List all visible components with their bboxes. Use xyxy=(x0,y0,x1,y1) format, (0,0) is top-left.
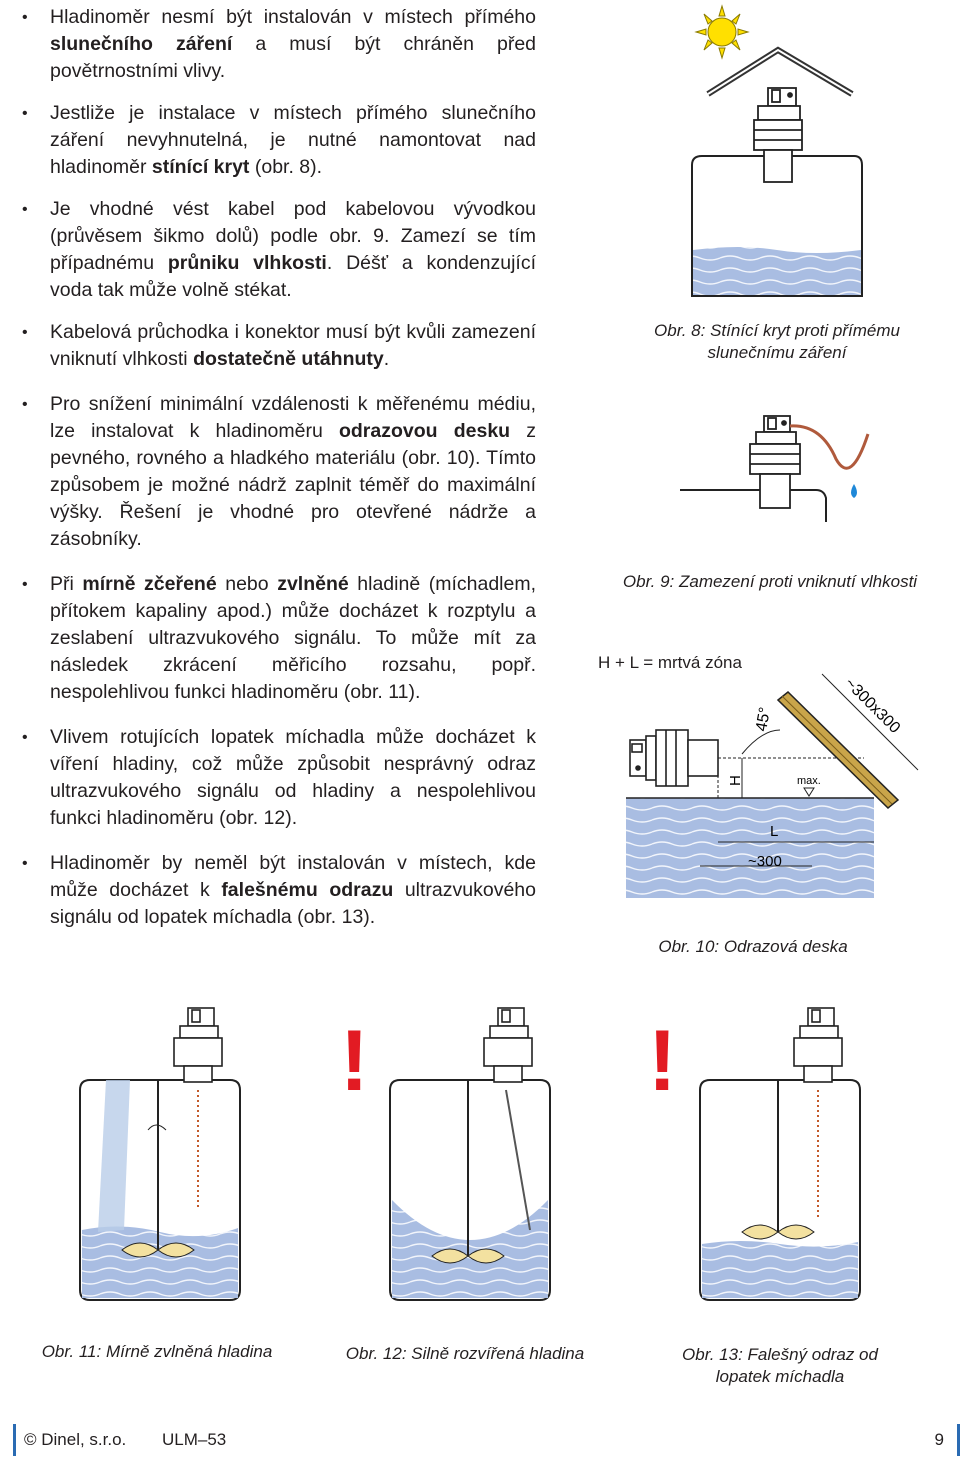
text-segment: Hladinoměr nesmí být instalován v místech přímého xyxy=(50,6,536,28)
footer-page-number: 9 xyxy=(934,1430,944,1449)
bold-text: odrazovou desku xyxy=(338,420,511,442)
caption-fig8: Obr. 8: Stínící kryt proti přímému slunečnímu záření xyxy=(654,321,900,362)
label-dist: ~300 xyxy=(748,853,782,870)
bold-text: stínící kryt xyxy=(151,156,250,178)
bold-text: zvlněné xyxy=(277,573,349,595)
bullet-item xyxy=(18,571,536,706)
footer-doc-id: ULM–53 xyxy=(162,1430,227,1449)
text-segment: z pevného, rovného a hladkého materiálu (obr. 10). Tímto způsobem je možné nádrž zaplnit téměř do maximální výšky. Řešení je vhodné pro otevřené nádrže a zásobníky. xyxy=(50,420,536,550)
bold-text: mírně zčeřené xyxy=(82,573,217,595)
bullet-item xyxy=(18,391,536,553)
sun-icon xyxy=(696,6,748,58)
bullet-item xyxy=(18,196,536,304)
footer-copyright: © Dinel, s.r.o. xyxy=(24,1430,127,1449)
label-plate: ~300x300 xyxy=(841,674,904,737)
footer-accent-bar xyxy=(13,1424,16,1456)
sensor-icon xyxy=(484,1008,532,1082)
text-segment: (obr. 8). xyxy=(249,156,323,178)
text-segment: a musí být chráněn před povětrnostními vlivy. xyxy=(50,33,537,82)
figure-sun-shield xyxy=(680,0,880,300)
bullet-item xyxy=(18,100,536,181)
warning-icon: ! xyxy=(648,1013,677,1109)
sensor-icon xyxy=(174,1008,222,1082)
bold-text: falešnému odrazu xyxy=(221,879,394,901)
text-segment: Je vhodné vést kabel pod kabelovou vývodkou (průvěsem šikmo dolů) podle obr. 9. Zamezí se tím případnému xyxy=(50,198,536,274)
sensor-icon xyxy=(794,1008,842,1082)
text-segment: Pro snížení minimální vzdálenosti k měřenému médiu, lze instalovat k hladinoměru xyxy=(50,393,536,442)
text-column xyxy=(18,4,536,946)
max-marker-icon xyxy=(804,788,814,796)
cable xyxy=(790,426,868,468)
figure-tank-swirl xyxy=(340,1000,570,1320)
page-footer xyxy=(0,1420,960,1460)
bullet-item xyxy=(18,724,536,832)
figure-reflector xyxy=(612,670,912,910)
text-segment: Vlivem rotujících lopatek míchadla může docházet k víření hladiny, což může způsobit nesprávný odraz ultrazvukového signálu od hladiny a nespolehlivou funkci hladinoměru (obr. 12). xyxy=(50,726,536,829)
text-segment: Jestliže je instalace v místech přímého slunečního záření nevyhnutelná, je nutné namontovat nad hladinoměr xyxy=(50,102,536,178)
label-max: max. xyxy=(797,775,821,787)
label-angle: 45° xyxy=(753,705,775,733)
text-segment: Při xyxy=(50,573,83,595)
fig10-formula: H + L = mrtvá zóna xyxy=(598,653,742,672)
caption-fig12: Obr. 12: Silně rozvířená hladina xyxy=(345,1344,585,1363)
bullet-item xyxy=(18,4,536,85)
tank-top xyxy=(680,490,826,522)
text-segment: . xyxy=(383,348,390,370)
bullet-item xyxy=(18,319,536,373)
text-segment: nebo xyxy=(216,573,278,595)
caption-fig13: Obr. 13: Falešný odraz od lopatek míchadla xyxy=(682,1345,878,1386)
caption-fig11: Obr. 11: Mírně zvlněná hladina xyxy=(41,1342,273,1361)
figure-tank-wavy xyxy=(60,1000,260,1320)
figure-tank-false-echo xyxy=(648,1000,880,1320)
text-segment: Hladinoměr by neměl být instalován v místech, kde může docházet k xyxy=(50,852,536,901)
figure-cable-drip xyxy=(676,404,876,524)
bullet-item xyxy=(18,850,536,931)
label-l: L xyxy=(770,823,779,840)
caption-fig10: Obr. 10: Odrazová deska xyxy=(658,937,848,956)
bold-text: průniku vlhkosti xyxy=(167,252,327,274)
caption-fig9: Obr. 9: Zamezení proti vniknutí vlhkosti xyxy=(622,572,918,591)
text-segment: . Déšť a kondenzující voda tak může volně stékat. xyxy=(50,252,536,301)
text-segment: hladině (míchadlem, přítokem kapaliny apod.) může docházet k rozptylu a zeslabení ultrazvukového signálu. To může mít za následek zkrácení měřicího rozsahu, popř. nespolehlivou funkci hladinoměru (obr. 11). xyxy=(50,573,536,703)
bold-text: slunečního záření xyxy=(50,33,233,55)
drop-icon xyxy=(851,484,857,498)
bold-text: dostatečně utáhnuty xyxy=(193,348,384,370)
label-h: H xyxy=(727,775,744,786)
text-segment: Kabelová průchodka i konektor musí být kvůli zamezení vniknutí vlhkosti xyxy=(50,321,536,370)
text-segment: ultrazvukového signálu od lopatek míchadla (obr. 13). xyxy=(50,879,536,928)
warning-icon: ! xyxy=(340,1013,369,1109)
sensor-icon xyxy=(750,416,800,508)
sensor-icon xyxy=(630,730,718,786)
